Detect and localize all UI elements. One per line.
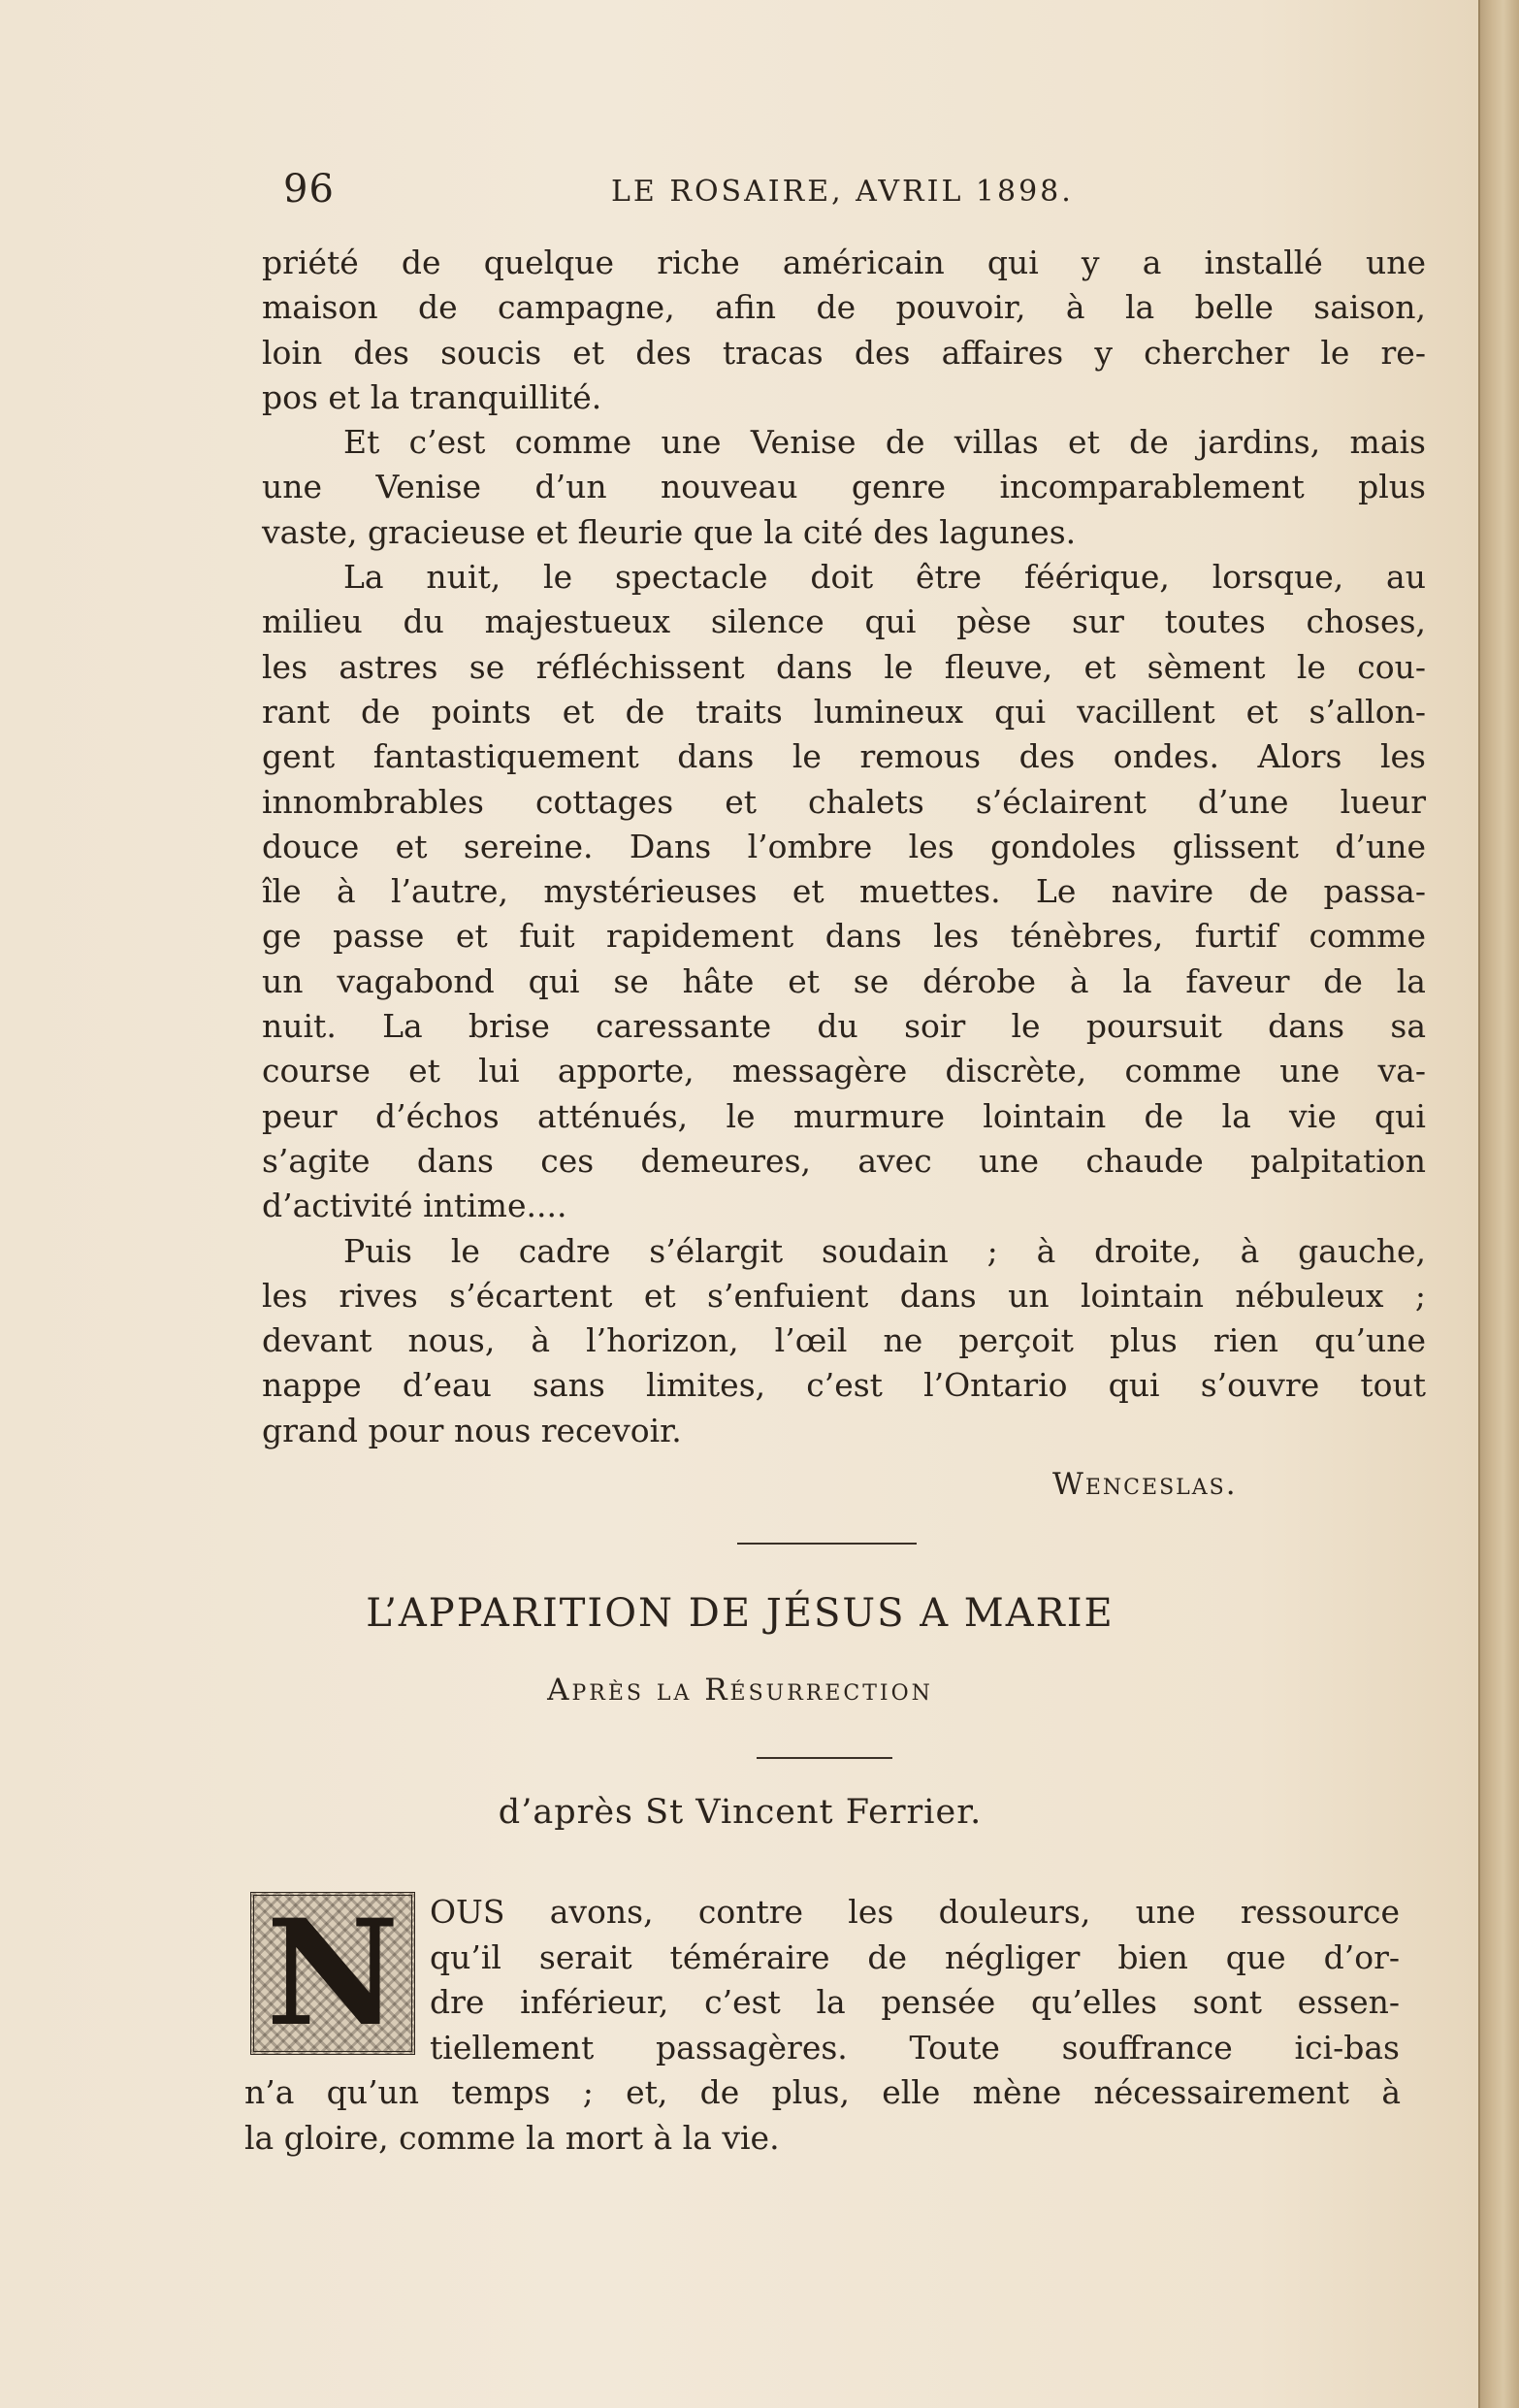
text-line: un vagabond qui se hâte et se dérobe à la faveur de la (262, 961, 1426, 1000)
text-line: OUS avons, contre les douleurs, une ressource (430, 1893, 1400, 1931)
page-number: 96 (283, 167, 335, 212)
text-line: innombrables cottages et chalets s’éclairent d’une lueur (262, 782, 1426, 821)
text-line: vaste, gracieuse et fleurie que la cité des lagunes. (262, 512, 1077, 551)
ornamental-drop-cap (250, 1888, 415, 2059)
text-line: grand pour nous recevoir. (262, 1411, 682, 1449)
text-line: tiellement passagères. Toute souffrance ici-bas (430, 2028, 1400, 2066)
drop-cap-letter: N (266, 1888, 400, 2059)
text-line: ge passe et fuit rapidement dans les ténèbres, furtif comme (262, 917, 1426, 956)
text-line: qu’il serait téméraire de négliger bien que d’or- (430, 1937, 1400, 1976)
text-line: n’a qu’un temps ; et, de plus, elle mène nécessairement à (244, 2073, 1401, 2111)
text-line: devant nous, à l’horizon, l’œil ne perçoit plus rien qu’une (262, 1321, 1426, 1360)
text-line: les rives s’écartent et s’enfuient dans un lointain nébuleux ; (262, 1276, 1426, 1315)
opening-paragraph-lead (430, 1890, 1400, 2070)
title-divider (757, 1757, 892, 1759)
text-line: peur d’échos atténués, le murmure lointain de la vie qui (262, 1096, 1426, 1135)
text-line: maison de campagne, afin de pouvoir, à la belle saison, (262, 288, 1426, 327)
section-divider (737, 1543, 917, 1545)
text-line: les astres se réfléchissent dans le fleuve, et sèment le cou- (262, 647, 1426, 686)
text-line: milieu du majestueux silence qui pèse sur toutes choses, (262, 602, 1426, 641)
text-line: rant de points et de traits lumineux qui vacillent et s’allon- (262, 692, 1426, 731)
article-subtitle: Après la Résurrection (547, 1673, 933, 1708)
page-edge (1478, 0, 1519, 2408)
text-line: Puis le cadre s’élargit soudain ; à droite, à gauche, (343, 1231, 1426, 1270)
text-line: pos et la tranquillité. (262, 377, 602, 416)
opening-paragraph-tail (244, 2070, 1401, 2161)
text-line: nappe d’eau sans limites, c’est l’Ontario qui s’ouvre tout (262, 1366, 1426, 1405)
text-line: la gloire, comme la mort à la vie. (244, 2118, 780, 2157)
text-line: nuit. La brise caressante du soir le poursuit dans sa (262, 1007, 1426, 1046)
text-line: loin des soucis et des tracas des affaires y chercher le re- (262, 333, 1426, 372)
text-line: Et c’est comme une Venise de villas et de jardins, mais (343, 423, 1426, 462)
running-title: LE ROSAIRE, AVRIL 1898. (611, 175, 1074, 209)
text-line: douce et sereine. Dans l’ombre les gondoles glissent d’une (262, 827, 1426, 865)
page-header (283, 167, 1428, 215)
text-line: La nuit, le spectacle doit être féérique, lorsque, au (343, 558, 1426, 597)
text-line: course et lui apporte, messagère discrète, comme une va- (262, 1052, 1426, 1090)
text-line: île à l’autre, mystérieuses et muettes. Le navire de passa- (262, 872, 1426, 911)
body-text (262, 241, 1426, 1453)
author-signature: Wenceslas. (1052, 1467, 1238, 1502)
text-line: d’activité intime.... (262, 1187, 567, 1225)
article-title: L’APPARITION DE JÉSUS A MARIE (366, 1591, 1115, 1636)
text-line: une Venise d’un nouveau genre incomparablement plus (262, 468, 1426, 506)
text-line: gent fantastiquement dans le remous des ondes. Alors les (262, 737, 1426, 776)
text-line: dre inférieur, c’est la pensée qu’elles sont essen- (430, 1983, 1400, 2021)
article-byline: d’après St Vincent Ferrier. (498, 1793, 983, 1832)
text-line: priété de quelque riche américain qui y a installé une (262, 244, 1426, 281)
text-line: s’agite dans ces demeures, avec une chaude palpitation (262, 1141, 1426, 1180)
